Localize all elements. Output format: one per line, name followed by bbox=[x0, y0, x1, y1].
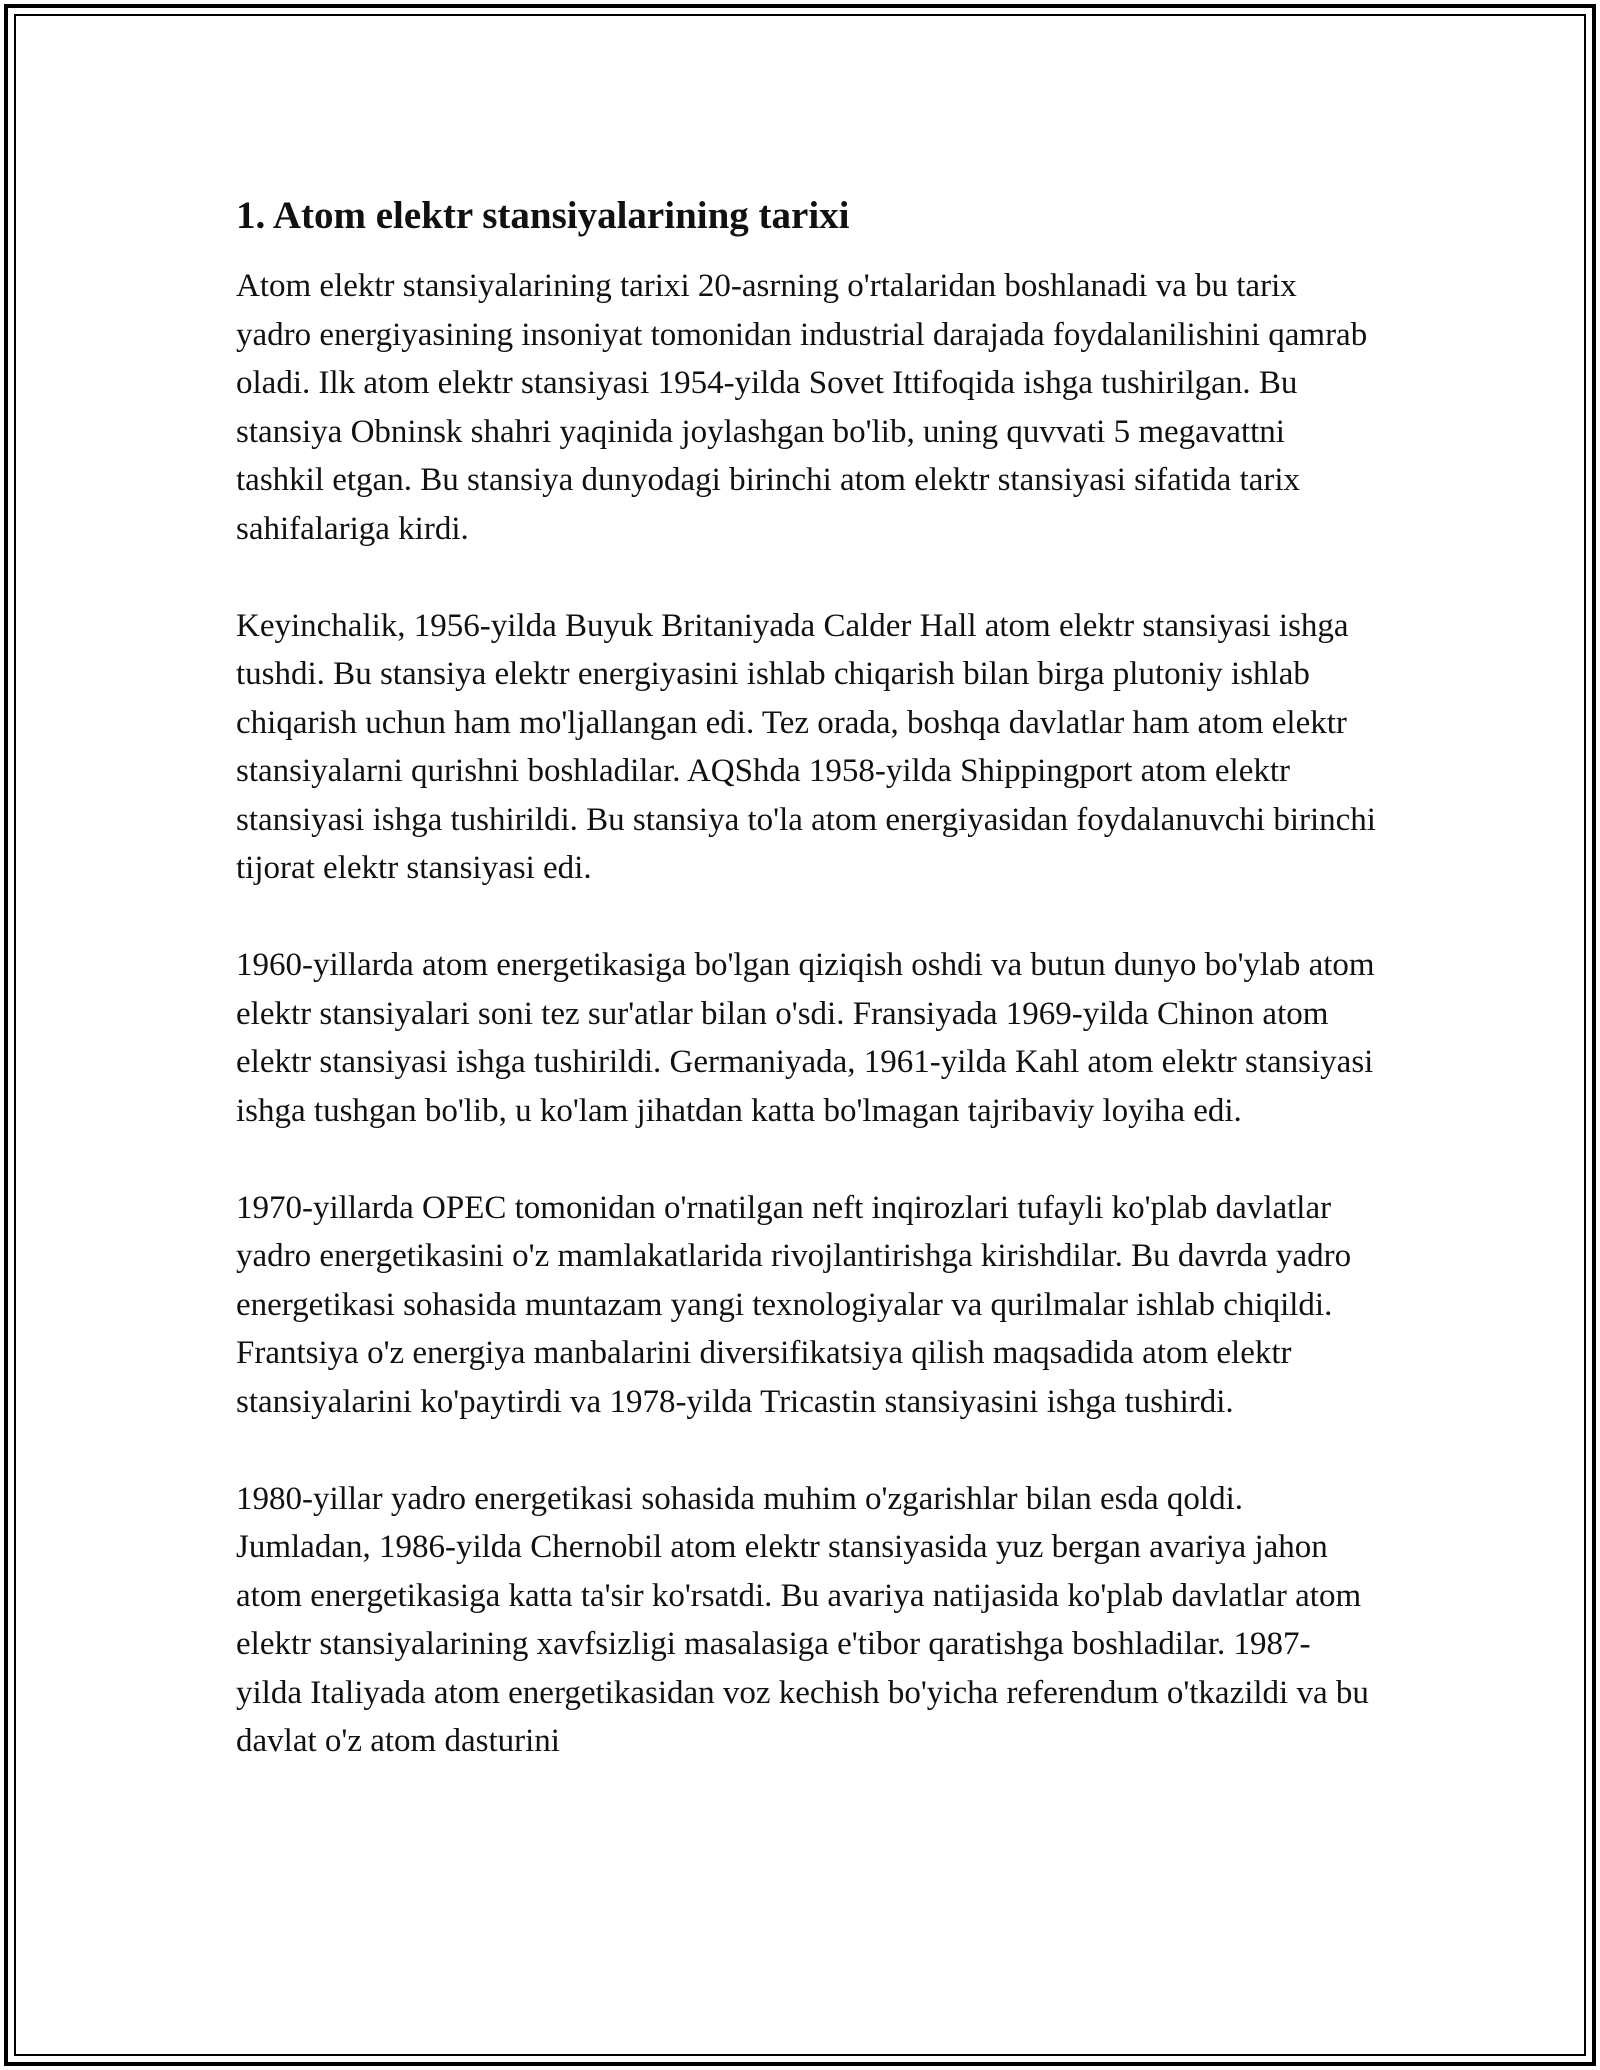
paragraph-4: 1970-yillarda OPEC tomonidan o'rnatilgan neft inqirozlari tufayli ko'plab davlatlar yadro energetikasini o'z mamlakatlarida rivojlantirishga kirishdilar. Bu davrda yadro energetikasi sohasida muntazam yangi texnologiyalar va qurilmalar ishlab chiqildi. Frantsiya o'z energiya manbalarini diversifikatsiya qilish maqsadida atom elektr stansiyalarini ko'paytirdi va 1978-yilda Tricastin stansiyasini ishga tushirdi. bbox=[236, 1189, 1352, 1420]
paragraph-5: 1980-yillar yadro energetikasi sohasida muhim o'zgarishlar bilan esda qoldi. Jumladan, 1986-yilda Chernobil atom elektr stansiyasida yuz bergan avariya jahon atom energetikasiga katta ta'sir ko'rsatdi. Bu avariya natijasida ko'plab davlatlar atom elektr stansiyalarining xavfsizligi masalasiga e'tibor qaratishga boshladilar. 1987-yilda Italiyada atom energetikasidan voz kechish bo'yicha referendum o'tkazildi va bu davlat o'z atom dasturini bbox=[236, 1480, 1369, 1759]
paragraph-1: Atom elektr stansiyalarining tarixi 20-asrning o'rtalaridan boshlanadi va bu tarix yadro energiyasining insoniyat tomonidan industrial darajada foydalanilishini qamrab oladi. Ilk atom elektr stansiyasi 1954-yilda Sovet Ittifoqida ishga tushirilgan. Bu stansiya Obninsk shahri yaqinida joylashgan bo'lib, uning quvvati 5 megavattni tashkil etgan. Bu stansiya dunyodagi birinchi atom elektr stansiyasi sifatida tarix sahifalariga kirdi. bbox=[236, 268, 1368, 547]
paragraph-2: Keyinchalik, 1956-yilda Buyuk Britaniyada Calder Hall atom elektr stansiyasi ishga tushdi. Bu stansiya elektr energiyasini ishlab chiqarish bilan birga plutoniy ishlab chiqarish uchun ham mo'ljallangan edi. Tez orada, boshqa davlatlar ham atom elektr stansiyalarni qurishni boshladilar. AQShda 1958-yilda Shippingport atom elektr stansiyasi ishga tushirildi. Bu stansiya to'la atom energiyasidan foydalanuvchi birinchi tijorat elektr stansiyasi edi. bbox=[236, 607, 1376, 886]
section-heading: 1. Atom elektr stansiyalarining tarixi bbox=[236, 194, 850, 237]
document-body bbox=[236, 190, 1376, 1814]
paragraph-3: 1960-yillarda atom energetikasiga bo'lgan qiziqish oshdi va butun dunyo bo'ylab atom elektr stansiyalari soni tez sur'atlar bilan o'sdi. Fransiyada 1969-yilda Chinon atom elektr stansiyasi ishga tushirildi. Germaniyada, 1961-yilda Kahl atom elektr stansiyasi ishga tushgan bo'lib, u ko'lam jihatdan katta bo'lmagan tajribaviy loyiha edi. bbox=[236, 947, 1375, 1129]
